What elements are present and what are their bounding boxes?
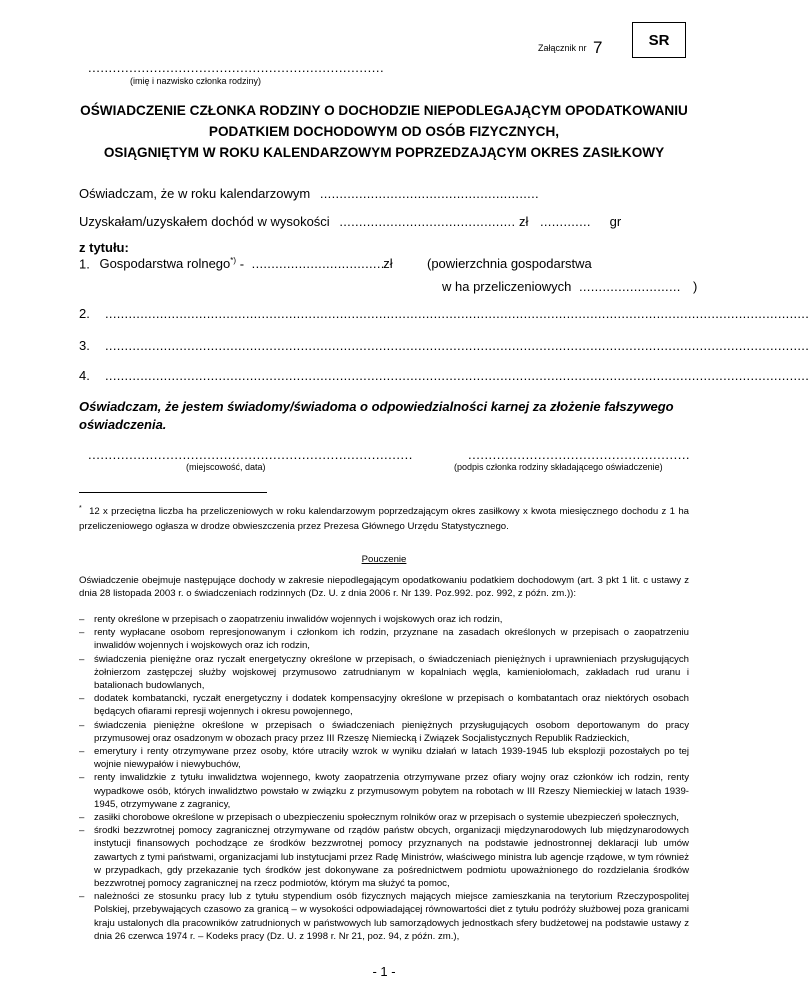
item-1-label: Gospodarstwa rolnego: [99, 256, 231, 272]
year-line: [79, 186, 642, 201]
name-caption: (imię i nazwisko członka rodziny): [130, 76, 262, 86]
list-item: [79, 719, 689, 745]
year-label: Oświadczam, że w roku kalendarzowym: [79, 186, 311, 201]
item-1-separator: -: [239, 256, 245, 272]
income-line: [79, 214, 621, 229]
item-2-field[interactable]: ....................................................................................................................................................................................: [105, 306, 809, 321]
list-item: [79, 626, 689, 652]
list-item-text: środki bezzwrotnej pomocy zagranicznej otrzymywane od rządów państw obcych, organizacji międzynarodowych lub międzynarodowych instytucji finansowych pochodzące ze środków bezzwrotnej pomocy przyznanych na podstawie jednostronnej deklaracji lub umów zawartych z tymi państwami, organizacjami lub instytucjami przez Radę Ministrów, właściwego ministra lub agencje rządowe, w tym również w przypadkach, gdy przekazanie tych środków jest dokonywane za pośrednictwem podmiotu upoważnionego do rozdzielania środków bezzwrotnej pomocy zagranicznej na rzecz podmiotów, którym ma służyć ta pomoc,: [94, 825, 689, 890]
footnote-mark: *: [79, 505, 82, 512]
title-line-3: OSIĄGNIĘTYM W ROKU KALENDARZOWYM POPRZEDZAJĄCYM OKRES ZASIŁKOWY: [103, 145, 665, 160]
list-dash: –: [79, 812, 85, 824]
declaration-text: Oświadczam, że jestem świadomy/świadoma o odpowiedzialności karnej za złożenie fałszywego oświadczenia.: [79, 399, 674, 432]
income-zl-field[interactable]: .............................................: [339, 214, 516, 229]
title-line-2: PODATKIEM DOCHODOWYM OD OSÓB FIZYCZNYCH,: [208, 124, 560, 139]
name-dots[interactable]: ........................................................................: [88, 60, 385, 75]
footnote-divider: [79, 492, 267, 493]
item-4: [79, 368, 809, 383]
farm-area-label: w ha przeliczeniowych: [442, 279, 572, 294]
list-item: [79, 811, 689, 824]
instructions-heading: Pouczenie: [361, 554, 407, 565]
footnote: [79, 502, 689, 534]
item-2-number: 2.: [79, 306, 90, 321]
item-4-number: 4.: [79, 368, 90, 383]
form-code: SR: [648, 31, 670, 49]
list-item: [79, 692, 689, 718]
farm-area-line-1: (powierzchnia gospodarstwa: [427, 256, 592, 271]
farm-area-close: ): [692, 279, 698, 294]
page-number: - 1 -: [372, 964, 396, 979]
place-date-field[interactable]: ...............................................................................: [88, 447, 413, 462]
list-item-text: świadczenia pieniężne określone w przepisach o świadczeniach pieniężnych przysługujących osobom deportowanym do pracy przymusowej oraz osadzonym w obozach pracy przez III Rzeszę Niemiecką i Związek Socjalistycznych Republik Radzieckich,: [94, 719, 689, 744]
list-item: [79, 771, 689, 811]
income-gr-field[interactable]: .............: [539, 214, 591, 229]
list-item-text: należności ze stosunku pracy lub z tytułu stypendium osób fizycznych mających miejsce zamieszkania na terytorium Rzeczypospolitej Polskiej, przebywających czasowo za granicą – w wysokości odpowiadającej równowartości diet z tytułu podróży służbowej poza granicami kraju ustalonych dla pracowników zatrudnionych w państwowych lub samorządowych jednostkach sfery budżetowej na podstawie ustawy z dnia 26 czerwca 1974 r. – Kodeks pracy (Dz. U. z 1998 r. Nr 21, poz. 94, z późn. zm.),: [94, 891, 689, 942]
item-2: [79, 306, 809, 321]
list-item-text: renty określone w przepisach o zaopatrzeniu inwalidów wojennych i wojskowych oraz ich rodzin,: [94, 614, 503, 625]
list-item-text: świadczenia pieniężne oraz ryczałt energetyczny określone w przepisach, o świadczeniach pieniężnych i uprawnieniach przysługujących żołnierzom zastępczej służby wojskowej przymusowo zatrudnianym w kopalniach węgla, kamieniołomach, zakładach rud uranu i batalionach budowlanych,: [94, 653, 689, 692]
list-item-text: dodatek kombatancki, ryczałt energetyczny i dodatek kompensacyjny określone w przepisach o kombatantach oraz niektórych osobach będących ofiarami represji wojennych i okresu powojennego,: [94, 693, 689, 718]
item-1-amount-field[interactable]: ..................................: [251, 256, 385, 272]
list-dash: –: [79, 746, 85, 758]
income-gr-label: gr: [609, 214, 622, 229]
annex-label: [538, 38, 603, 58]
list-item-text: renty wypłacane osobom represjonowanym i członkom ich rodzin, przyznane na zasadach określonych w przepisach o zaopatrzeniu inwalidów wojennych i wojskowych oraz ich rodzin,: [94, 627, 689, 652]
list-dash: –: [79, 627, 85, 639]
form-code-box: [632, 22, 686, 58]
document-title: [60, 100, 708, 163]
place-date-caption: (miejscowość, data): [186, 462, 266, 472]
item-1: [79, 256, 393, 271]
list-item: [79, 653, 689, 693]
title-line-1: OŚWIADCZENIE CZŁONKA RODZINY O DOCHODZIE NIEPODLEGAJĄCYM OPODATKOWANIU: [80, 103, 688, 118]
income-label: Uzyskałam/uzyskałem dochód w wysokości: [79, 214, 330, 229]
footnote-text: 12 x przeciętna liczba ha przeliczeniowych w roku kalendarzowym poprzedzającym okres zasiłkowy x kwota miesięcznego dochodu z 1 ha przeliczeniowego ogłasza w drodze obwieszczenia przez Prezesa Głównego Urzędu Statystycznego.: [79, 506, 689, 532]
list-dash: –: [79, 891, 85, 903]
list-item: [79, 824, 689, 890]
list-dash: –: [79, 693, 85, 705]
signature-caption: (podpis członka rodziny składającego oświadczenie): [454, 462, 663, 472]
list-dash: –: [79, 772, 85, 784]
list-item: [79, 890, 689, 943]
list-item: [79, 745, 689, 771]
item-3-number: 3.: [79, 338, 90, 353]
income-types-list: [79, 613, 689, 943]
item-4-field[interactable]: ....................................................................................................................................................................................: [105, 368, 809, 383]
annex-number: 7: [593, 38, 603, 57]
signature-field[interactable]: ......................................................: [468, 447, 691, 462]
instructions-intro: Oświadczenie obejmuje następujące dochody w zakresie niepodlegającym opodatkowaniu podatkiem dochodowym (art. 3 pkt 1 lit. c ustawy z dnia 28 listopada 2003 r. o świadczeniach rodzinnych (Dz. U. z dnia 2006 r. Nr 139. Poz.992. poz. 992, z późn. zm.)):: [79, 575, 689, 600]
list-item-text: renty inwalidzkie z tytułu inwalidztwa wojennego, kwoty zaopatrzenia otrzymywane przez ofiary wojny oraz członków ich rodzin, renty wypadkowe osób, których inwalidztwo powstało w związku z przymusowym pobytem na robotach w III Rzeszy Niemieckiej w latach 1939-1945, otrzymywane z zagranicy,: [94, 772, 689, 810]
list-item-text: emerytury i renty otrzymywane przez osoby, które utraciły wzrok w wyniku działań w latach 1939-1945 lub eksplozji pozostałych po tej wojnie niewypałów i niewybuchów,: [94, 746, 689, 771]
list-dash: –: [79, 719, 85, 731]
year-field[interactable]: ........................................................: [319, 186, 539, 201]
source-heading: z tytułu:: [79, 240, 129, 255]
list-dash: –: [79, 614, 85, 625]
income-zl-label: zł: [518, 214, 529, 229]
list-item: [79, 613, 689, 626]
item-1-zl: zł: [383, 256, 393, 272]
list-dash: –: [79, 825, 85, 837]
farm-area-line-2: [442, 279, 697, 294]
item-3: [79, 338, 809, 353]
list-item-text: zasiłki chorobowe określone w przepisach o ubezpieczeniu społecznym rolników oraz w przepisach o systemie ubezpieczeń społecznych,: [94, 812, 679, 824]
item-3-field[interactable]: ....................................................................................................................................................................................: [105, 338, 809, 353]
item-1-number: 1.: [79, 256, 90, 272]
list-dash: –: [79, 653, 85, 665]
annex-label-text: Załącznik nr: [538, 43, 587, 53]
item-1-footnote-mark: *): [230, 256, 237, 265]
farm-area-field[interactable]: ..........................: [578, 279, 681, 294]
